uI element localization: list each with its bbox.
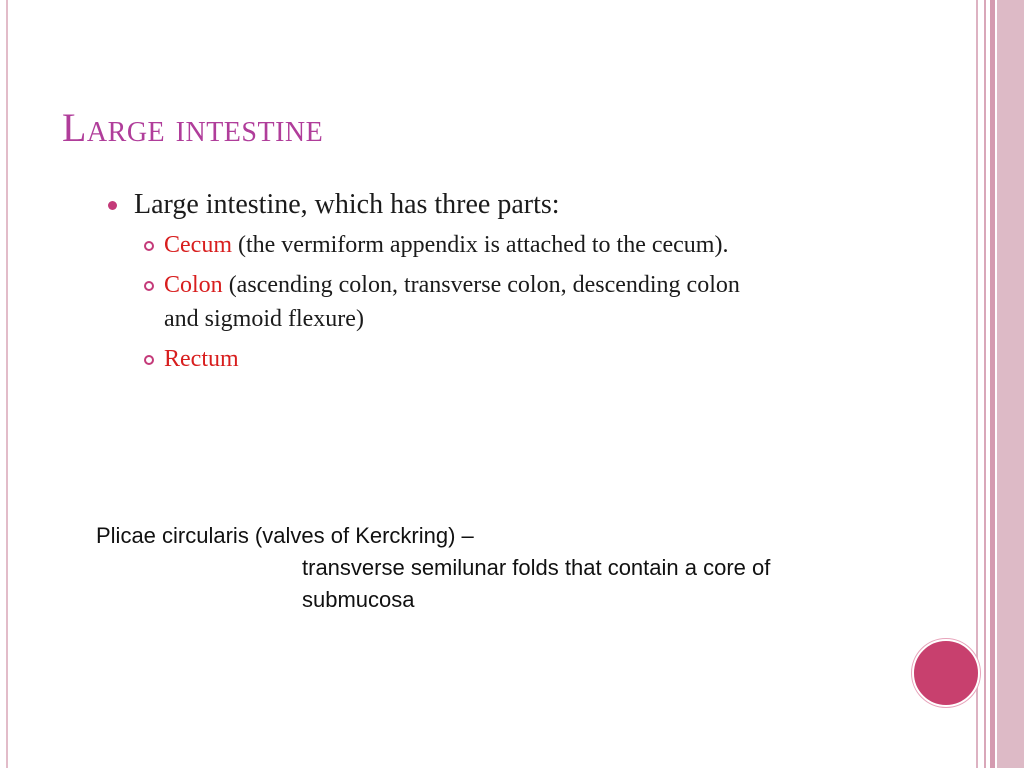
term-colon: Colon [164, 272, 223, 298]
sub-bullet-cecum [142, 228, 764, 262]
note-line-2: transverse semilunar folds that contain a core of submucosa [302, 555, 771, 612]
main-bullet-text: Large intestine, which has three parts: [134, 189, 560, 220]
sub-bullet-rectum [142, 342, 764, 376]
desc-cecum: (the vermiform appendix is attached to the cecum). [231, 232, 729, 258]
bullet-dot-icon [108, 201, 117, 210]
term-cecum: Cecum [164, 232, 232, 258]
left-border-line [6, 0, 8, 768]
note-line-1: Plicae circularis (valves of Kerckring) – [96, 523, 474, 548]
slide-title: Large intestine [62, 105, 324, 150]
stripe [976, 0, 978, 768]
sub-bullet-colon [142, 268, 764, 336]
sub-bullet-list [104, 228, 764, 376]
ring-bullet-icon [144, 355, 154, 365]
right-decorative-stripes [976, 0, 1024, 768]
ring-bullet-icon [144, 241, 154, 251]
desc-colon: (ascending colon, transverse colon, descending colon and sigmoid flexure) [164, 272, 740, 332]
stripe [997, 0, 1024, 768]
ring-bullet-icon [144, 281, 154, 291]
decorative-circle [912, 639, 980, 707]
stripe [984, 0, 986, 768]
stripe [990, 0, 995, 768]
bullet-list [104, 188, 764, 382]
main-bullet [104, 188, 654, 222]
term-rectum: Rectum [164, 346, 239, 372]
note-textbox [96, 520, 876, 616]
